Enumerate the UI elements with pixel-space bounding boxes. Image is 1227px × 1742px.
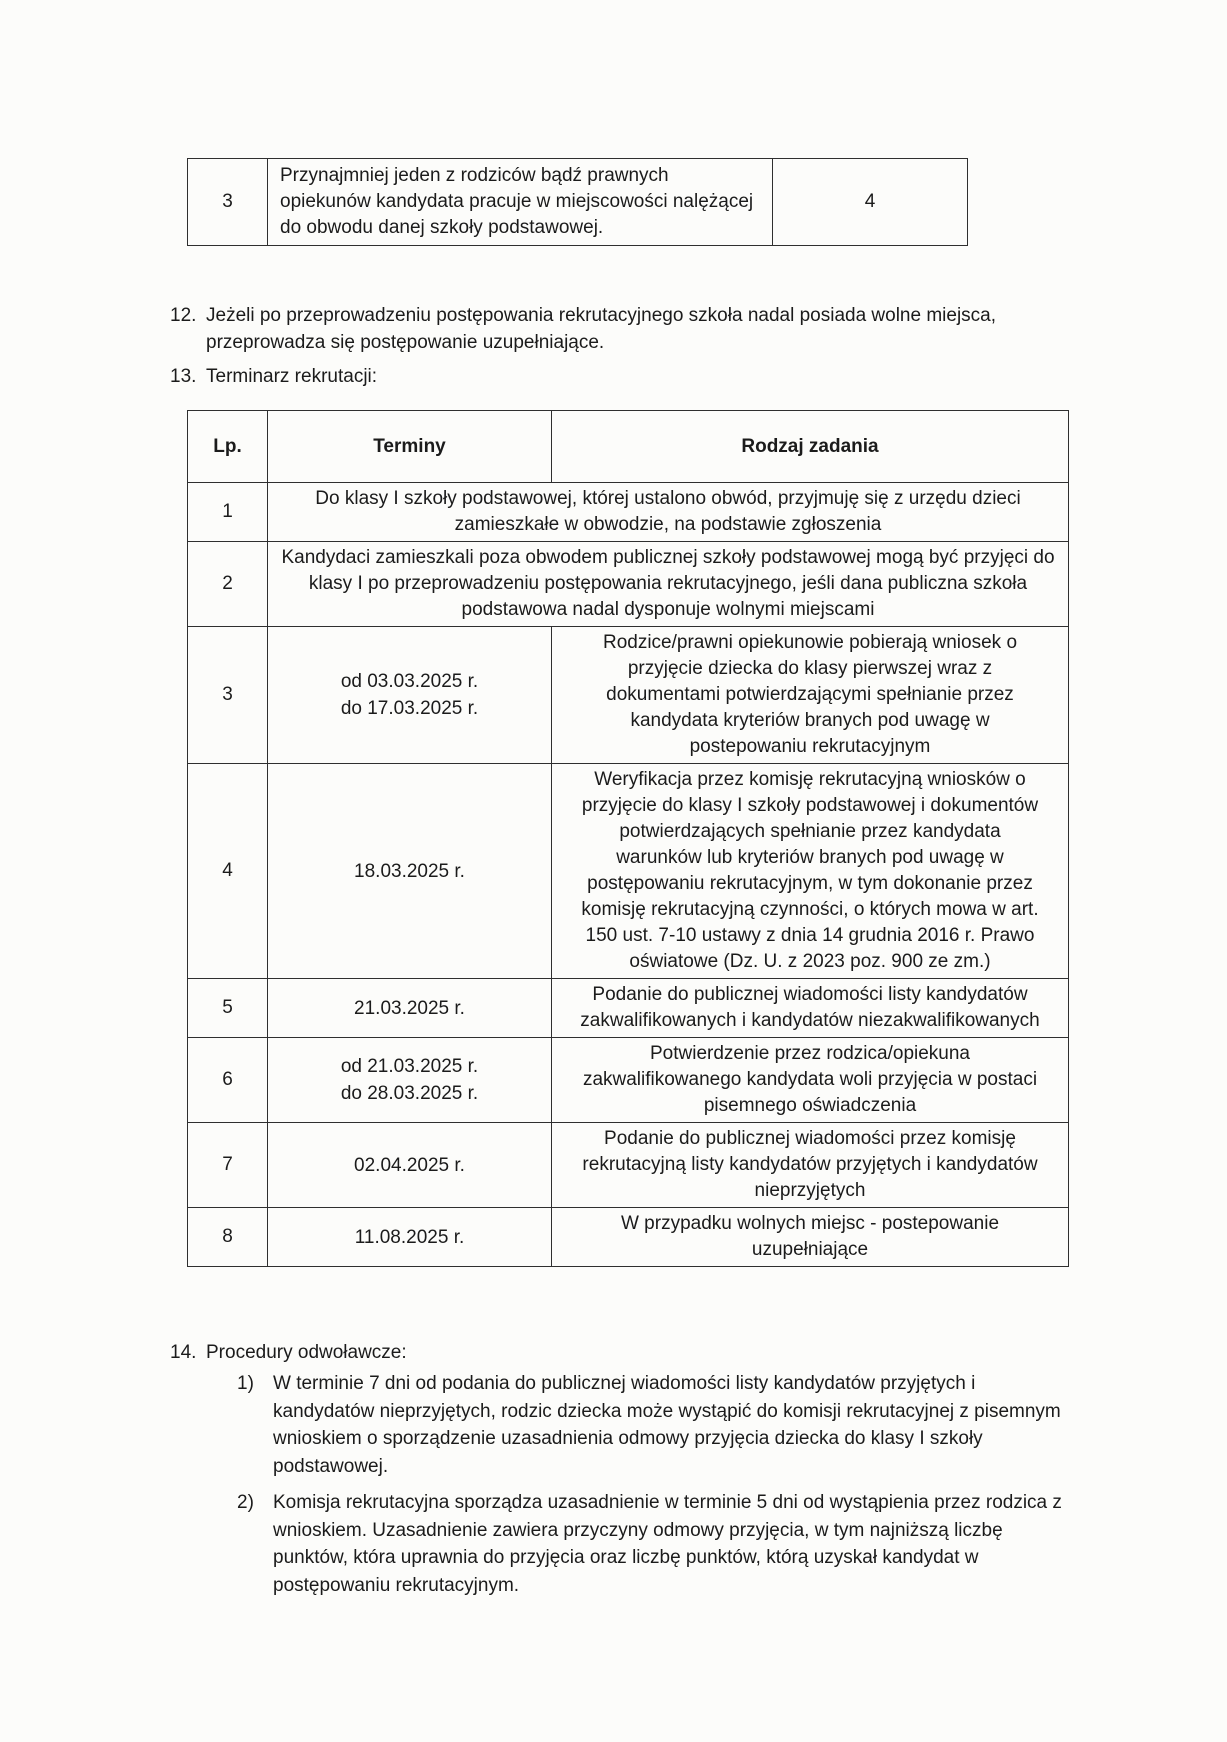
schedule-row	[188, 627, 1069, 764]
sub-list-item	[237, 1370, 1075, 1480]
schedule-row	[188, 1208, 1069, 1267]
list-item-number: 12.	[170, 305, 197, 326]
schedule-term-line: 02.04.2025 r.	[354, 1154, 465, 1176]
schedule-term-line: od 21.03.2025 r.	[340, 1056, 479, 1077]
schedule-row	[188, 979, 1069, 1038]
header-terminy: Terminy	[268, 411, 552, 483]
list-item-13	[170, 363, 1075, 390]
schedule-task: Weryfikacja przez komisję rekrutacyjną wniosków o przyjęcie do klasy I szkoły podstawowej i dokumentów potwierdzających spełnianie przez kandydata warunków lub kryteriów branych pod uwagę w postępowaniu rekrutacyjnym, w tym dokonanie przez komisję rekrutacyjną czynności, o których mowa w art. 150 ust. 7-10 ustawy z dnia 14 grudnia 2016 r. Prawo oświatowe (Dz. U. z 2023 poz. 900 ze zm.)	[552, 764, 1069, 979]
schedule-task: Kandydaci zamieszkali poza obwodem publicznej szkoły podstawowej mogą być przyjęci do klasy I po przeprowadzeniu postępowania rekrutacyjnego, jeśli dana publiczna szkoła podstawowa nadal dysponuje wolnymi miejscami	[268, 542, 1069, 627]
schedule-term-line: 18.03.2025 r.	[354, 860, 465, 882]
schedule-term-line: do 17.03.2025 r.	[340, 698, 479, 719]
schedule-term	[268, 764, 552, 979]
header-rodzaj-zadania: Rodzaj zadania	[552, 411, 1069, 483]
schedule-header-row	[188, 411, 1069, 483]
document-content	[170, 302, 1075, 1599]
schedule-task: Podanie do publicznej wiadomości listy kandydatów zakwalifikowanych i kandydatów niezakwalifikowanych	[552, 979, 1069, 1038]
criteria-text: Przynajmniej jeden z rodziców bądź prawnych opiekunów kandydata pracuje w miejscowości nalężącej do obwodu danej szkoły podstawowej.	[268, 159, 773, 246]
schedule-row-number: 6	[188, 1038, 268, 1123]
list-item-14	[170, 1339, 1075, 1366]
schedule-row	[188, 483, 1069, 542]
schedule-row-number: 5	[188, 979, 268, 1038]
schedule-row-number: 3	[188, 627, 268, 764]
schedule-term	[268, 1208, 552, 1267]
schedule-term	[268, 1123, 552, 1208]
schedule-table-body	[188, 483, 1069, 1267]
schedule-term	[268, 979, 552, 1038]
list-item-text: Procedury odwoławcze:	[206, 1342, 407, 1363]
list-item-text: Jeżeli po przeprowadzeniu postępowania rekrutacyjnego szkoła nadal posiada wolne miejsca, przeprowadza się postępowanie uzupełniające.	[206, 305, 997, 353]
schedule-row-number: 8	[188, 1208, 268, 1267]
criteria-table-fragment	[187, 158, 968, 246]
list-item-text: Terminarz rekrutacji:	[206, 366, 378, 387]
schedule-task: W przypadku wolnych miejsc - postepowanie uzupełniające	[552, 1208, 1069, 1267]
criteria-points: 4	[773, 159, 968, 246]
schedule-term	[268, 1038, 552, 1123]
sub-item-number: 1)	[237, 1373, 254, 1394]
schedule-task: Do klasy I szkoły podstawowej, której ustalono obwód, przyjmuję się z urzędu dzieci zamieszkałe w obwodzie, na podstawie zgłoszenia	[268, 483, 1069, 542]
schedule-row-number: 2	[188, 542, 268, 627]
schedule-term-line: 21.03.2025 r.	[354, 997, 465, 1019]
header-lp: Lp.	[188, 411, 268, 483]
list-item-12	[170, 302, 1075, 356]
schedule-row-number: 1	[188, 483, 268, 542]
criteria-row	[188, 159, 968, 246]
schedule-row	[188, 764, 1069, 979]
list-item-number: 13.	[170, 366, 197, 387]
schedule-table	[187, 410, 1069, 1267]
schedule-row-number: 7	[188, 1123, 268, 1208]
schedule-term-line: do 28.03.2025 r.	[340, 1083, 479, 1104]
schedule-task: Potwierdzenie przez rodzica/opiekuna zakwalifikowanego kandydata woli przyjęcia w postaci pisemnego oświadczenia	[552, 1038, 1069, 1123]
appeal-procedures-sublist	[237, 1370, 1075, 1599]
sub-item-text: Komisja rekrutacyjna sporządza uzasadnienie w terminie 5 dni od wystąpienia przez rodzica z wnioskiem. Uzasadnienie zawiera przyczyny odmowy przyjęcia, w tym najniższą liczbę punktów, która uprawnia do przyjęcia oraz liczbę punktów, którą uzyskał kandydat w postępowaniu rekrutacyjnym.	[273, 1492, 1062, 1596]
schedule-row	[188, 542, 1069, 627]
schedule-row	[188, 1038, 1069, 1123]
list-item-number: 14.	[170, 1342, 197, 1363]
schedule-term	[268, 627, 552, 764]
schedule-row	[188, 1123, 1069, 1208]
criteria-row-number: 3	[188, 159, 268, 246]
schedule-row-number: 4	[188, 764, 268, 979]
schedule-task: Rodzice/prawni opiekunowie pobierają wniosek o przyjęcie dziecka do klasy pierwszej wraz z dokumentami potwierdzającymi spełnianie przez kandydata kryteriów branych pod uwagę w postepowaniu rekrutacyjnym	[552, 627, 1069, 764]
sub-item-number: 2)	[237, 1492, 254, 1513]
schedule-term-line: 11.08.2025 r.	[354, 1226, 465, 1248]
sub-list-item	[237, 1489, 1075, 1599]
schedule-term-line: od 03.03.2025 r.	[340, 671, 479, 692]
schedule-task: Podanie do publicznej wiadomości przez komisję rekrutacyjną listy kandydatów przyjętych i kandydatów nieprzyjętych	[552, 1123, 1069, 1208]
sub-item-text: W terminie 7 dni od podania do publicznej wiadomości listy kandydatów przyjętych i kandydatów nieprzyjętych, rodzic dziecka może wystąpić do komisji rekrutacyjnej z pisemnym wnioskiem o sporządzenie uzasadnienia odmowy przyjęcia dziecka do klasy I szkoły podstawowej.	[273, 1373, 1061, 1477]
